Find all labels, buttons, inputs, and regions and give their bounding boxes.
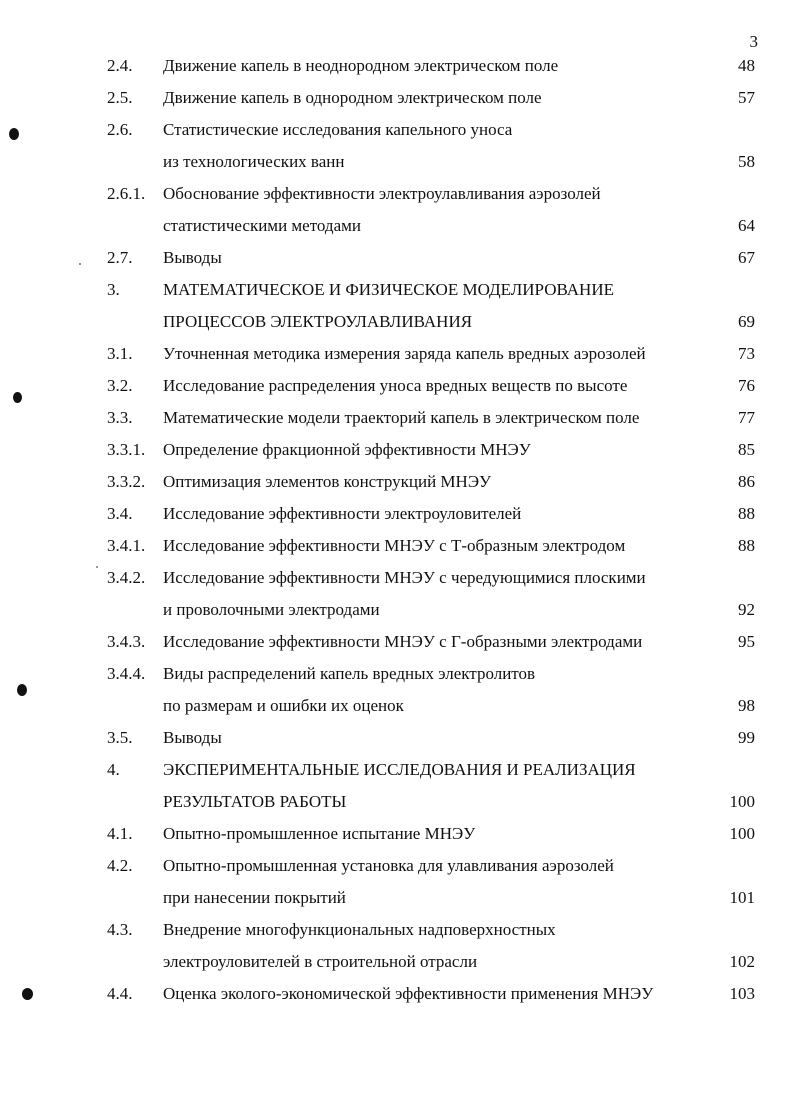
scan-speck: [96, 566, 98, 568]
toc-entry-page: 67: [738, 248, 755, 267]
toc-row: [0, 50, 796, 82]
toc-entry-page: 100: [729, 792, 755, 811]
toc-entry-number: 2.5.: [107, 88, 133, 107]
toc-row: [0, 658, 796, 690]
toc-entry-title: Выводы: [163, 248, 222, 267]
toc-row: [0, 722, 796, 754]
toc-row: [0, 370, 796, 402]
toc-row: [0, 530, 796, 562]
toc-entry-number: 3.: [107, 280, 120, 299]
toc-entry-number: 2.6.1.: [107, 184, 146, 203]
toc-row: [0, 498, 796, 530]
toc-entry-title: Исследование эффективности МНЭУ с Г-образными электродами: [163, 632, 643, 651]
toc-entry-page: 64: [738, 216, 755, 235]
table-of-contents: [0, 50, 796, 1010]
binder-hole-mark: [17, 684, 27, 696]
toc-entry-page: 57: [738, 88, 755, 107]
toc-entry-page: 100: [729, 824, 755, 843]
toc-row: [0, 626, 796, 658]
toc-entry-title: Внедрение многофункциональных надповерхностных: [163, 920, 556, 939]
toc-entry-title: Опытно-промышленная установка для улавливания аэрозолей: [163, 856, 614, 875]
toc-row: [0, 818, 796, 850]
scan-speck: [79, 263, 81, 265]
toc-row: [0, 178, 796, 210]
toc-row: [0, 274, 796, 306]
toc-entry-title: Выводы: [163, 728, 222, 747]
toc-entry-title: Уточненная методика измерения заряда капель вредных аэрозолей: [163, 344, 646, 363]
toc-entry-title: и проволочными электродами: [163, 600, 380, 619]
toc-entry-title: МАТЕМАТИЧЕСКОЕ И ФИЗИЧЕСКОЕ МОДЕЛИРОВАНИЕ: [163, 280, 614, 299]
toc-entry-page: 103: [729, 984, 755, 1003]
toc-entry-title: электроуловителей в строительной отрасли: [163, 952, 478, 971]
toc-entry-page: 77: [738, 408, 755, 427]
toc-entry-number: 3.5.: [107, 728, 133, 747]
toc-entry-page: 101: [729, 888, 755, 907]
toc-entry-title: Математические модели траекторий капель в электрическом поле: [163, 408, 640, 427]
toc-entry-page: 95: [738, 632, 755, 651]
toc-row: [0, 978, 796, 1010]
toc-entry-title: Исследование эффективности электроуловителей: [163, 504, 522, 523]
toc-entry-title: Оптимизация элементов конструкций МНЭУ: [163, 472, 492, 491]
page-number: 3: [749, 32, 758, 51]
toc-entry-title: Исследование распределения уноса вредных веществ по высоте: [163, 376, 628, 395]
toc-row: [0, 466, 796, 498]
toc-row: [0, 754, 796, 786]
toc-entry-number: 3.4.2.: [107, 568, 146, 587]
toc-entry-number: 3.3.1.: [107, 440, 146, 459]
toc-row: [0, 242, 796, 274]
toc-row: [0, 338, 796, 370]
binder-hole-mark: [13, 392, 22, 403]
toc-entry-number: 2.4.: [107, 56, 133, 75]
binder-hole-mark: [22, 988, 33, 1000]
toc-entry-title: при нанесении покрытий: [163, 888, 346, 907]
toc-row: [0, 690, 796, 722]
toc-entry-title: ПРОЦЕССОВ ЭЛЕКТРОУЛАВЛИВАНИЯ: [163, 312, 473, 331]
toc-row: [0, 114, 796, 146]
toc-entry-page: 85: [738, 440, 755, 459]
toc-entry-page: 88: [738, 504, 755, 523]
toc-entry-number: 4.4.: [107, 984, 133, 1003]
toc-entry-number: 3.2.: [107, 376, 133, 395]
toc-entry-number: 3.4.1.: [107, 536, 146, 555]
toc-entry-title: Обоснование эффективности электроулавливания аэрозолей: [163, 184, 601, 203]
toc-entry-title: Исследование эффективности МНЭУ с чередующимися плоскими: [163, 568, 646, 587]
toc-row: [0, 562, 796, 594]
toc-entry-page: 58: [738, 152, 755, 171]
toc-row: [0, 914, 796, 946]
toc-entry-page: 86: [738, 472, 755, 491]
toc-entry-page: 98: [738, 696, 755, 715]
toc-entry-number: 3.1.: [107, 344, 133, 363]
toc-entry-page: 88: [738, 536, 755, 555]
toc-entry-title: Статистические исследования капельного уноса: [163, 120, 513, 139]
toc-row: [0, 306, 796, 338]
toc-entry-number: 4.3.: [107, 920, 133, 939]
toc-entry-number: 2.6.: [107, 120, 133, 139]
toc-entry-page: 92: [738, 600, 755, 619]
toc-row: [0, 594, 796, 626]
toc-entry-title: статистическими методами: [163, 216, 361, 235]
toc-entry-page: 73: [738, 344, 755, 363]
toc-entry-title: Определение фракционной эффективности МНЭУ: [163, 440, 531, 459]
toc-entry-title: по размерам и ошибки их оценок: [163, 696, 404, 715]
toc-entry-title: РЕЗУЛЬТАТОВ РАБОТЫ: [163, 792, 347, 811]
toc-row: [0, 146, 796, 178]
toc-entry-page: 76: [738, 376, 755, 395]
toc-entry-title: из технологических ванн: [163, 152, 345, 171]
toc-entry-page: 69: [738, 312, 755, 331]
toc-row: [0, 402, 796, 434]
toc-entry-title: Опытно-промышленное испытание МНЭУ: [163, 824, 476, 843]
toc-entry-number: 3.4.4.: [107, 664, 146, 683]
toc-row: [0, 882, 796, 914]
toc-row: [0, 210, 796, 242]
toc-entry-number: 4.2.: [107, 856, 133, 875]
toc-entry-title: Оценка эколого-экономической эффективности применения МНЭУ: [163, 984, 654, 1003]
toc-entry-page: 99: [738, 728, 755, 747]
toc-entry-number: 3.4.: [107, 504, 133, 523]
toc-row: [0, 434, 796, 466]
toc-entry-number: 3.4.3.: [107, 632, 146, 651]
toc-entry-title: Движение капель в однородном электрическом поле: [163, 88, 542, 107]
toc-entry-title: Исследование эффективности МНЭУ с Т-образным электродом: [163, 536, 626, 555]
toc-entry-page: 102: [729, 952, 755, 971]
toc-row: [0, 946, 796, 978]
toc-row: [0, 82, 796, 114]
binder-hole-mark: [9, 128, 19, 140]
toc-entry-number: 3.3.2.: [107, 472, 146, 491]
toc-entry-number: 2.7.: [107, 248, 133, 267]
toc-row: [0, 850, 796, 882]
toc-entry-title: ЭКСПЕРИМЕНТАЛЬНЫЕ ИССЛЕДОВАНИЯ И РЕАЛИЗАЦИЯ: [163, 760, 636, 779]
toc-entry-number: 3.3.: [107, 408, 133, 427]
toc-row: [0, 786, 796, 818]
toc-entry-number: 4.1.: [107, 824, 133, 843]
toc-entry-title: Виды распределений капель вредных электролитов: [163, 664, 536, 683]
toc-entry-title: Движение капель в неоднородном электрическом поле: [163, 56, 559, 75]
toc-entry-number: 4.: [107, 760, 120, 779]
toc-entry-page: 48: [738, 56, 755, 75]
